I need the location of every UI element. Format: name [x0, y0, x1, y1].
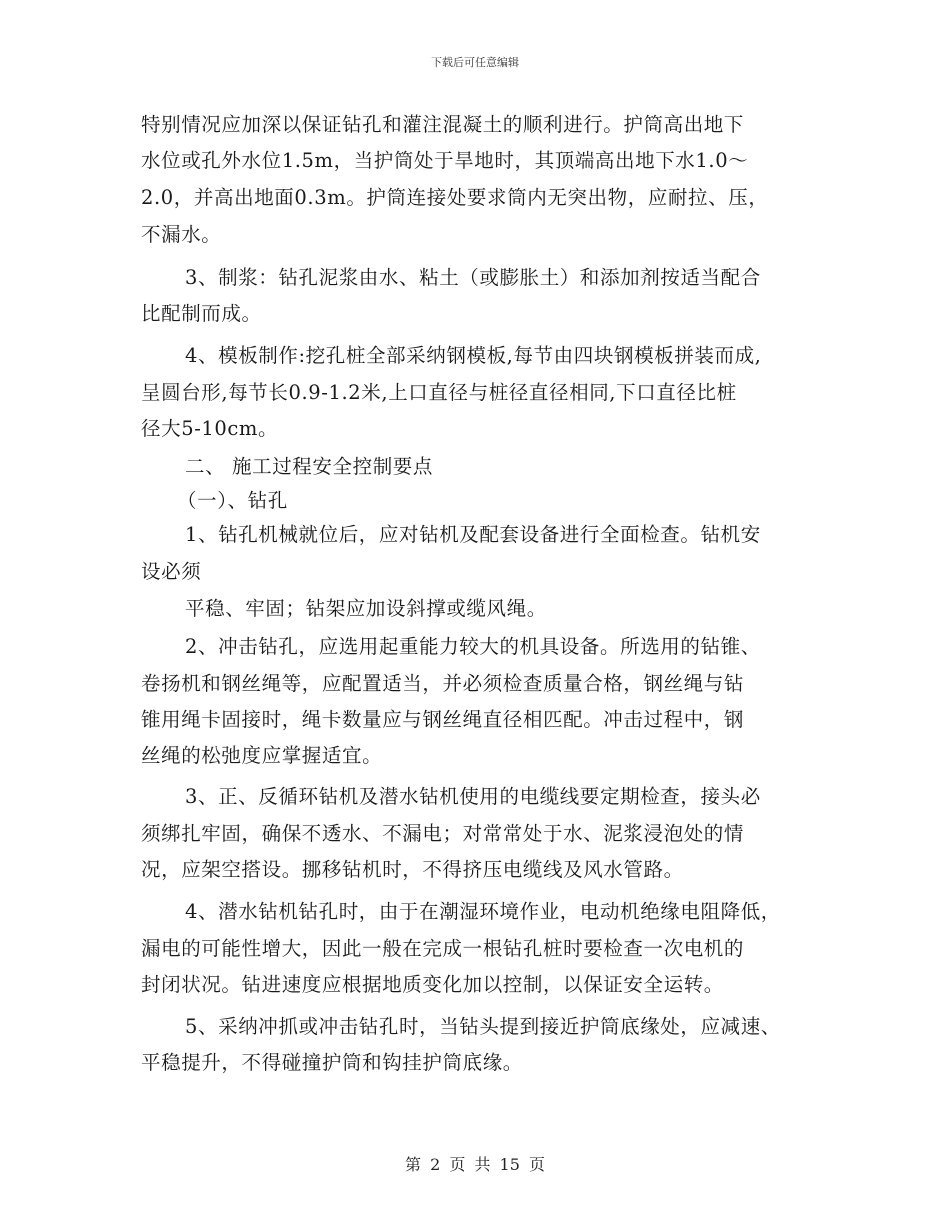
text-line: 3、制浆：钻孔泥浆由水、粘土（或膨胀土）和添加剂按适当配合 [185, 266, 761, 289]
text-line: 丝绳的松弛度应掌握适宜。 [141, 744, 383, 767]
page-header: 下载后可任意编辑 [431, 56, 519, 69]
text-line: 4、潜水钻机钻孔时，由于在潮湿环境作业，电动机绝缘电阻降低， [185, 900, 781, 923]
text-line: 2.0，并高出地面0.3m。护筒连接处要求筒内无突出物，应耐拉、压， [141, 186, 769, 209]
text-line: 3、正、反循环钻机及潜水钻机使用的电缆线要定期检查，接头必 [185, 785, 761, 808]
text-line: 2、冲击钻孔，应选用起重能力较大的机具设备。所选用的钻锥、 [185, 635, 761, 658]
text-line: 卷扬机和钢丝绳等，应配置适当，并必须检查质量合格，钢丝绳与钻 [141, 672, 745, 695]
text-line: 5、采纳冲抓或冲击钻孔时，当钻头提到接近护筒底缘处，应减速、 [185, 1015, 781, 1038]
text-line: 漏电的可能性增大，因此一般在完成一根钻孔桩时要检查一次电机的 [141, 937, 745, 960]
text-line: 平稳、牢固；钻架应加设斜撑或缆风绳。 [185, 597, 547, 620]
text-line: 呈圆台形,每节长0.9-1.2米,上口直径与桩径直径相同,下口直径比桩 [141, 381, 737, 404]
text-line: 封闭状况。钻进速度应根据地质变化加以控制，以保证安全运转。 [141, 973, 724, 996]
text-line: 1、钻孔机械就位后，应对钻机及配套设备进行全面检查。钻机安 [185, 523, 761, 546]
text-line: 须绑扎牢固，确保不透水、不漏电；对常常处于水、泥浆浸泡处的情 [141, 822, 745, 845]
section-heading: 二、 施工过程安全控制要点 [185, 455, 433, 478]
text-line: 不漏水。 [141, 223, 222, 246]
text-line: 况，应架空搭设。挪移钻机时，不得挤压电缆线及风水管路。 [141, 858, 684, 881]
text-line: 水位或孔外水位1.5m，当护筒处于旱地时，其顶端高出地下水1.0～ [141, 149, 749, 172]
text-line: 设必须 [141, 560, 202, 583]
page-footer: 第 2 页 共 15 页 [405, 1155, 545, 1174]
subsection-heading: （一）、钻孔 [177, 489, 288, 512]
text-line: 4、模板制作:挖孔桩全部采纳钢模板,每节由四块钢模板拼装而成, [185, 344, 762, 367]
text-line: 径大5-10cm。 [141, 417, 279, 440]
text-line: 特别情况应加深以保证钻孔和灌注混凝土的顺利进行。护筒高出地下 [141, 113, 745, 136]
text-line: 比配制而成。 [141, 302, 262, 325]
text-line: 平稳提升，不得碰撞护筒和钩挂护筒底缘。 [141, 1051, 523, 1074]
text-line: 锥用绳卡固接时，绳卡数量应与钢丝绳直径相匹配。冲击过程中，钢 [141, 708, 745, 731]
